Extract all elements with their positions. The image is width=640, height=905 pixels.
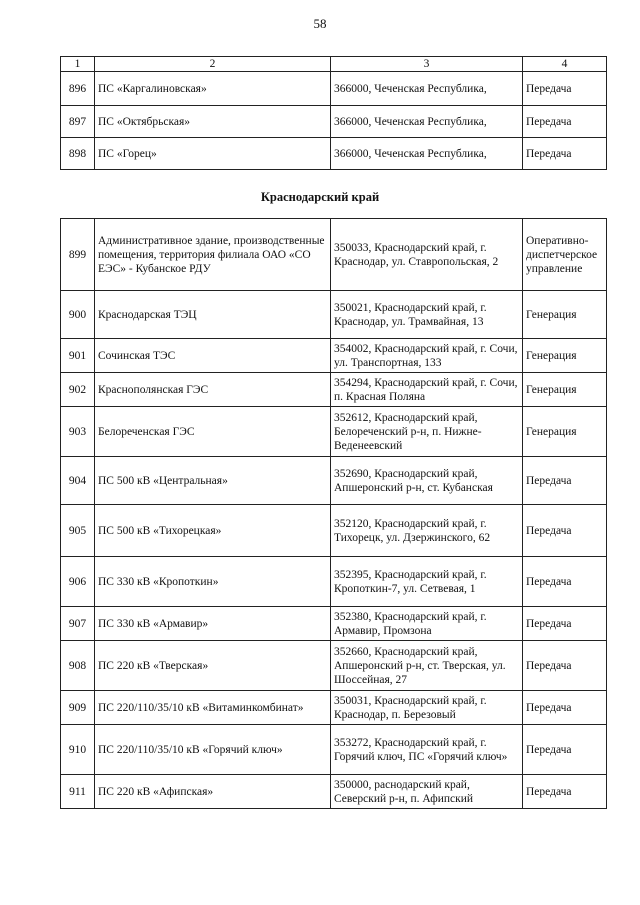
- table-krasnodar: [60, 218, 607, 809]
- row-number: 902: [61, 373, 95, 407]
- row-name: Сочинская ТЭС: [95, 339, 331, 373]
- row-address: 366000, Чеченская Республика,: [331, 138, 523, 170]
- table-row: [61, 72, 607, 106]
- row-type: Передача: [523, 72, 607, 106]
- row-type: Передача: [523, 505, 607, 557]
- row-number: 904: [61, 457, 95, 505]
- table-row: [61, 291, 607, 339]
- row-number: 898: [61, 138, 95, 170]
- table-row: [61, 641, 607, 691]
- row-type: Передача: [523, 691, 607, 725]
- table-row: [61, 339, 607, 373]
- row-number: 900: [61, 291, 95, 339]
- row-name: ПС «Горец»: [95, 138, 331, 170]
- table-row: [61, 106, 607, 138]
- row-address: 354002, Краснодарский край, г. Сочи, ул. Транспортная, 133: [331, 339, 523, 373]
- row-type: Передача: [523, 557, 607, 607]
- table-row: [61, 373, 607, 407]
- row-type: Генерация: [523, 407, 607, 457]
- row-name: ПС «Каргалиновская»: [95, 72, 331, 106]
- header-col-2: 2: [95, 57, 331, 72]
- row-name: ПС 500 кВ «Тихорецкая»: [95, 505, 331, 557]
- row-name: ПС 220/110/35/10 кВ «Горячий ключ»: [95, 725, 331, 775]
- table-row: [61, 775, 607, 809]
- row-name: ПС 220 кВ «Афипская»: [95, 775, 331, 809]
- row-number: 906: [61, 557, 95, 607]
- row-number: 909: [61, 691, 95, 725]
- row-name: ПС 330 кВ «Кропоткин»: [95, 557, 331, 607]
- table-row: [61, 138, 607, 170]
- page-number: 58: [313, 16, 327, 31]
- row-address: 352395, Краснодарский край, г. Кропоткин-7, ул. Сетвевая, 1: [331, 557, 523, 607]
- row-type: Генерация: [523, 373, 607, 407]
- row-type: Передача: [523, 775, 607, 809]
- row-type: Генерация: [523, 339, 607, 373]
- row-address: 352380, Краснодарский край, г. Армавир, Промзона: [331, 607, 523, 641]
- row-type: Генерация: [523, 291, 607, 339]
- row-type: Передача: [523, 725, 607, 775]
- row-type: Передача: [523, 641, 607, 691]
- row-number: 897: [61, 106, 95, 138]
- header-col-1: 1: [61, 57, 95, 72]
- row-type: Передача: [523, 106, 607, 138]
- table-row: [61, 407, 607, 457]
- row-address: 352660, Краснодарский край, Апшеронский р-н, ст. Тверская, ул. Шоссейная, 27: [331, 641, 523, 691]
- row-address: 350033, Краснодарский край, г. Краснодар, ул. Ставропольская, 2: [331, 219, 523, 291]
- row-address: 350021, Краснодарский край, г. Краснодар, ул. Трамвайная, 13: [331, 291, 523, 339]
- table-row: [61, 457, 607, 505]
- row-name: ПС 500 кВ «Центральная»: [95, 457, 331, 505]
- row-name: ПС 330 кВ «Армавир»: [95, 607, 331, 641]
- table-row: [61, 607, 607, 641]
- row-name: Краснодарская ТЭЦ: [95, 291, 331, 339]
- row-address: 366000, Чеченская Республика,: [331, 106, 523, 138]
- row-address: 352690, Краснодарский край, Апшеронский р-н, ст. Кубанская: [331, 457, 523, 505]
- row-address: 353272, Краснодарский край, г. Горячий ключ, ПС «Горячий ключ»: [331, 725, 523, 775]
- row-address: 366000, Чеченская Республика,: [331, 72, 523, 106]
- row-address: 354294, Краснодарский край, г. Сочи, п. Красная Поляна: [331, 373, 523, 407]
- row-name: ПС «Октябрьская»: [95, 106, 331, 138]
- row-number: 907: [61, 607, 95, 641]
- row-address: 350031, Краснодарский край, г. Краснодар, п. Березовый: [331, 691, 523, 725]
- row-name: Административное здание, производственные помещения, территория филиала ОАО «СО ЕЭС» - Кубанское РДУ: [95, 219, 331, 291]
- row-name: Белореченская ГЭС: [95, 407, 331, 457]
- row-number: 910: [61, 725, 95, 775]
- table-top: [60, 56, 607, 170]
- table-header-row: [61, 57, 607, 72]
- row-type: Передача: [523, 138, 607, 170]
- header-col-3: 3: [331, 57, 523, 72]
- row-address: 352612, Краснодарский край, Белореченский р-н, п. Нижне-Веденеевский: [331, 407, 523, 457]
- table-row: [61, 691, 607, 725]
- row-number: 896: [61, 72, 95, 106]
- row-type: Передача: [523, 457, 607, 505]
- row-number: 911: [61, 775, 95, 809]
- table-row: [61, 505, 607, 557]
- row-address: 350000, раснодарский край, Северский р-н, п. Афипский: [331, 775, 523, 809]
- row-name: ПС 220/110/35/10 кВ «Витаминкомбинат»: [95, 691, 331, 725]
- row-type: Передача: [523, 607, 607, 641]
- row-number: 901: [61, 339, 95, 373]
- row-address: 352120, Краснодарский край, г. Тихорецк, ул. Дзержинского, 62: [331, 505, 523, 557]
- row-number: 905: [61, 505, 95, 557]
- row-number: 903: [61, 407, 95, 457]
- table-row: [61, 557, 607, 607]
- row-number: 908: [61, 641, 95, 691]
- row-name: ПС 220 кВ «Тверская»: [95, 641, 331, 691]
- row-type: Оперативно-диспетчерское управление: [523, 219, 607, 291]
- table-row: [61, 219, 607, 291]
- table-row: [61, 725, 607, 775]
- section-title: Краснодарский край: [260, 190, 380, 204]
- row-number: 899: [61, 219, 95, 291]
- row-name: Краснополянская ГЭС: [95, 373, 331, 407]
- header-col-4: 4: [523, 57, 607, 72]
